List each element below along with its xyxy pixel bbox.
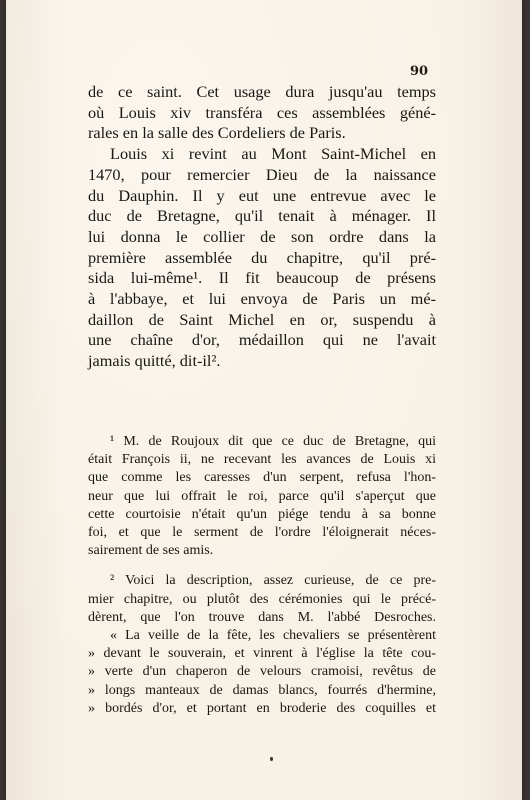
text-line: Louis xi revint au Mont Saint-Michel en bbox=[110, 144, 436, 164]
text-line: lui donna le collier de son ordre dans la bbox=[88, 226, 436, 246]
footnotes-block bbox=[88, 433, 436, 718]
footnote-line: » longs manteaux de damas blancs, fourrés d'hermine, bbox=[88, 682, 436, 698]
footnote-line: foi, et que le serment de l'ordre l'éloignerait néces- bbox=[88, 525, 436, 541]
footnote-line: neur que lui offrait le roi, parce qu'il s'aperçut que bbox=[88, 488, 436, 504]
footnote-line: « La veille de la fête, les chevaliers se présentèrent bbox=[110, 628, 436, 644]
text-line: sida lui-même¹. Il fit beaucoup de présens bbox=[88, 268, 436, 288]
footnote-line: » verte d'un chaperon de velours cramoisi, revêtus de bbox=[88, 664, 436, 680]
footnote-line: dèrent, que l'on trouve dans M. l'abbé Desroches. bbox=[88, 609, 436, 625]
footnote-line: sairement de ses amis. bbox=[88, 543, 214, 559]
footnote-line: mier chapitre, ou plutôt des cérémonies qui le précé- bbox=[88, 591, 436, 607]
page-number: 90 bbox=[410, 64, 429, 79]
main-text-block bbox=[88, 82, 436, 372]
text-line: à l'abbaye, et lui envoya de Paris un mé- bbox=[88, 289, 436, 309]
ornament-dot bbox=[270, 757, 273, 761]
text-line: une chaîne d'or, médaillon qui ne l'avait bbox=[88, 330, 436, 350]
footnote-line: cette courtoisie n'était qu'un piége tendu à sa bonne bbox=[88, 506, 436, 522]
footnote-1 bbox=[88, 433, 436, 560]
text-line: du Dauphin. Il y eut une entrevue avec le bbox=[88, 185, 436, 205]
footnote-line: ¹ M. de Roujoux dit que ce duc de Bretagne, qui bbox=[110, 434, 436, 449]
footnote-line: » devant le souverain, et vinrent à l'église la tête cou- bbox=[88, 646, 436, 662]
footnote-line: » bordés d'or, et portant en broderie des coquilles et bbox=[88, 700, 436, 716]
text-line: 1470, pour remercier Dieu de la naissance bbox=[88, 164, 436, 184]
book-page bbox=[6, 0, 522, 800]
footnote-line: que comme les caresses d'un serpent, refusa l'hon- bbox=[88, 470, 436, 486]
text-line: première assemblée du chapitre, qu'il pré- bbox=[88, 247, 436, 267]
text-line: de ce saint. Cet usage dura jusqu'au temps bbox=[88, 82, 436, 101]
footnote-spacer bbox=[88, 560, 436, 572]
footnote-line: était François ii, ne recevant les avances de Louis xi bbox=[88, 452, 436, 468]
text-line: où Louis xiv transféra ces assemblées géné- bbox=[88, 102, 436, 122]
text-line: jamais quitté, dit-il². bbox=[88, 351, 221, 371]
text-line: daillon de Saint Michel en or, suspendu à bbox=[88, 309, 436, 329]
text-line: rales en la salle des Cordeliers de Paris. bbox=[88, 123, 346, 143]
footnote-line: ² Voici la description, assez curieuse, de ce pre- bbox=[110, 573, 436, 589]
text-line: duc de Bretagne, qu'il tenait à ménager. Il bbox=[88, 206, 436, 226]
footnote-2 bbox=[88, 572, 436, 718]
